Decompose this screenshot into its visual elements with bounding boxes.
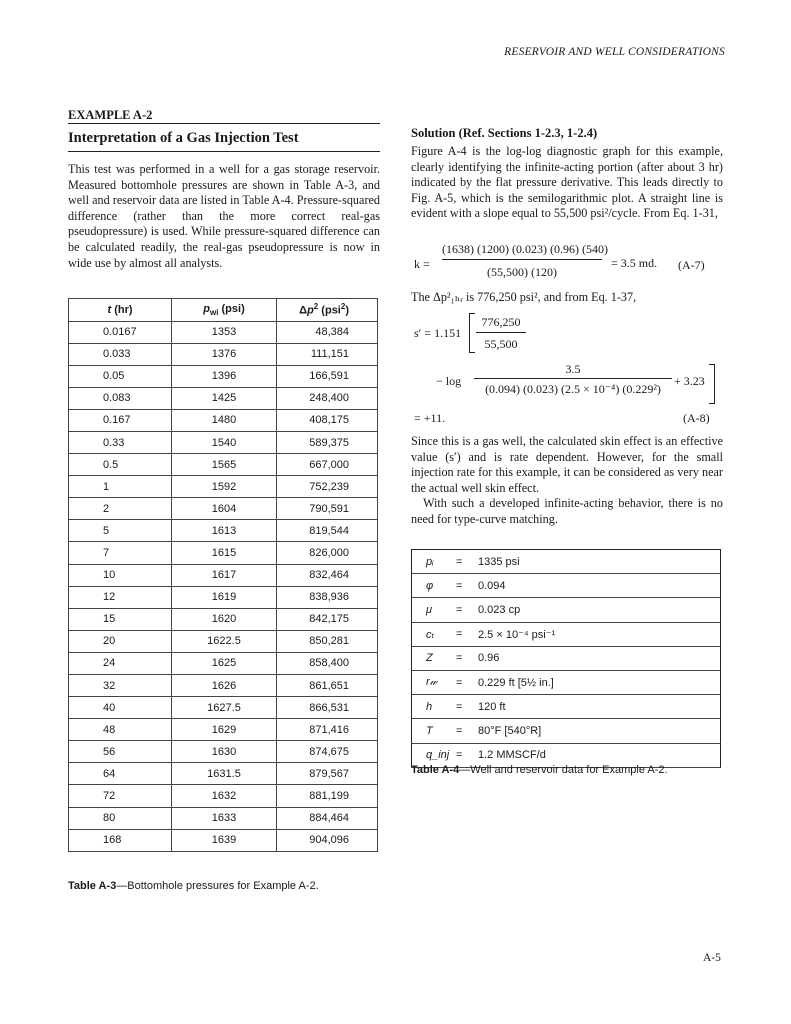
- table-a3-row: [69, 697, 378, 719]
- pressure-cell: 1425: [172, 387, 277, 409]
- time-cell: 7: [69, 542, 172, 564]
- pressure-cell: 1613: [172, 520, 277, 542]
- time-cell: 0.33: [69, 431, 172, 453]
- delta-p-squared-cell: 874,675: [277, 741, 378, 763]
- running-header: RESERVOIR AND WELL CONSIDERATIONS: [504, 46, 725, 58]
- delta-p-squared-cell: 832,464: [277, 564, 378, 586]
- table-a3-row: [69, 785, 378, 807]
- pressure-cell: 1622.5: [172, 630, 277, 652]
- example-label-rule: [68, 123, 380, 124]
- eq-a8-number: (A-8): [683, 411, 710, 425]
- parameter-value: 0.023 cp: [478, 598, 721, 622]
- pressure-cell: 1480: [172, 409, 277, 431]
- table-a4-row: [412, 574, 721, 598]
- parameter-value: 0.229 ft [5½ in.]: [478, 670, 721, 694]
- eq-a8-frac2-bar: [474, 378, 672, 379]
- pressure-cell: 1592: [172, 476, 277, 498]
- time-cell: 56: [69, 741, 172, 763]
- table-a3-row: [69, 365, 378, 387]
- eq-a8-result: = +11.: [414, 411, 446, 425]
- time-cell: 5: [69, 520, 172, 542]
- example-title: Interpretation of a Gas Injection Test: [68, 130, 299, 146]
- time-cell: 0.167: [69, 409, 172, 431]
- table-a3-row: [69, 719, 378, 741]
- table-a4-row: [412, 695, 721, 719]
- table-a3-row: [69, 564, 378, 586]
- pressure-cell: 1540: [172, 431, 277, 453]
- delta-p-squared-cell: 752,239: [277, 476, 378, 498]
- pressure-cell: 1632: [172, 785, 277, 807]
- pressure-cell: 1617: [172, 564, 277, 586]
- equals-sign: =: [456, 646, 478, 670]
- equals-sign: =: [456, 670, 478, 694]
- parameter-value: 120 ft: [478, 695, 721, 719]
- table-a4-row: [412, 598, 721, 622]
- delta-p-squared-cell: 248,400: [277, 387, 378, 409]
- parameter-symbol: φ: [412, 574, 457, 598]
- time-cell: 0.033: [69, 343, 172, 365]
- delta-p-squared-cell: 166,591: [277, 365, 378, 387]
- time-cell: 15: [69, 608, 172, 630]
- delta-p-squared-cell: 879,567: [277, 763, 378, 785]
- pressure-cell: 1619: [172, 586, 277, 608]
- solution-heading: Solution (Ref. Sections 1-2.3, 1-2.4): [411, 126, 598, 140]
- table-a3-row: [69, 763, 378, 785]
- parameter-symbol: h: [412, 695, 457, 719]
- time-cell: 24: [69, 652, 172, 674]
- header-delta-p-squared: $\Delta p^2$ (psi$^2$): [277, 299, 378, 322]
- type-curve-paragraph: With such a developed infinite-acting behavior, there is no need for type-curve matching.: [411, 496, 723, 526]
- example-title-rule: [68, 151, 380, 152]
- pressure-cell: 1630: [172, 741, 277, 763]
- pressure-cell: 1633: [172, 807, 277, 829]
- delta-p-squared-cell: 850,281: [277, 630, 378, 652]
- table-a4: [411, 549, 721, 768]
- table-a3-row: [69, 542, 378, 564]
- table-a3-caption-label: Table A-3: [68, 880, 117, 892]
- intro-paragraph: This test was performed in a well for a gas storage reservoir. Measured bottomhole pressures are shown in Table A-3, and well and reservoir data are listed in Table A-4. Pressure-squared difference (rather than the more correct real-gas pseudopressure) is used. While pressure-squared difference can be calculated readily, the real-gas pseudopressure is now in wide use by almost all analysts.: [68, 162, 380, 270]
- equals-sign: =: [456, 695, 478, 719]
- time-cell: 0.083: [69, 387, 172, 409]
- parameter-symbol: pᵢ: [412, 550, 457, 574]
- equals-sign: =: [456, 550, 478, 574]
- table-a3-row: [69, 431, 378, 453]
- delta-p-squared-cell: 826,000: [277, 542, 378, 564]
- parameter-symbol: cₜ: [412, 622, 457, 646]
- delta-p-squared-cell: 589,375: [277, 431, 378, 453]
- delta-p-squared-cell: 881,199: [277, 785, 378, 807]
- delta-p-squared-cell: 842,175: [277, 608, 378, 630]
- table-a4-row: [412, 719, 721, 743]
- table-a4-row: [412, 622, 721, 646]
- delta-p-line: The Δp²₁ₕᵣ is 776,250 psi², and from Eq. 1-37,: [411, 290, 637, 304]
- eq-a8-frac1-denominator: 55,500: [484, 337, 518, 351]
- eq-a7-result: = 3.5 md.: [611, 256, 658, 270]
- parameter-value: 0.094: [478, 574, 721, 598]
- page-number: A-5: [703, 952, 721, 964]
- table-a3-row: [69, 586, 378, 608]
- table-a3-row: [69, 652, 378, 674]
- delta-p-squared-cell: 838,936: [277, 586, 378, 608]
- table-a4-caption-label: Table A-4: [411, 764, 460, 776]
- equals-sign: =: [456, 574, 478, 598]
- parameter-symbol: Z: [412, 646, 457, 670]
- table-a3-row: [69, 387, 378, 409]
- pressure-cell: 1604: [172, 498, 277, 520]
- delta-p-squared-cell: 884,464: [277, 807, 378, 829]
- pressure-cell: 1625: [172, 652, 277, 674]
- parameter-value: 80°F [540°R]: [478, 719, 721, 743]
- time-cell: 168: [69, 829, 172, 851]
- skin-effect-paragraph: Since this is a gas well, the calculated skin effect is an effective value (s′) and is rate dependent. However, for the small injection rate for this example, it can be considered as very near the actual well skin effect.: [411, 434, 723, 495]
- eq-a8-plus-term: + 3.23: [674, 374, 705, 388]
- equals-sign: =: [456, 743, 478, 767]
- pressure-cell: 1629: [172, 719, 277, 741]
- delta-p-squared-cell: 790,591: [277, 498, 378, 520]
- table-a3-caption-text: —Bottomhole pressures for Example A-2.: [116, 880, 319, 892]
- time-cell: 48: [69, 719, 172, 741]
- table-a3-row: [69, 321, 378, 343]
- table-a4-row: [412, 550, 721, 574]
- equals-sign: =: [456, 622, 478, 646]
- eq-a8-right-bracket: [709, 364, 715, 404]
- table-a3-row: [69, 741, 378, 763]
- table-a3-row: [69, 498, 378, 520]
- eq-a8-frac1-numerator: 776,250: [481, 315, 521, 329]
- parameter-symbol: μ: [412, 598, 457, 622]
- table-a3-row: [69, 807, 378, 829]
- equals-sign: =: [456, 719, 478, 743]
- time-cell: 2: [69, 498, 172, 520]
- time-cell: 72: [69, 785, 172, 807]
- eq-a7-lhs: k =: [414, 257, 430, 271]
- table-a3-row: [69, 454, 378, 476]
- time-cell: 0.0167: [69, 321, 172, 343]
- delta-p-squared-cell: 871,416: [277, 719, 378, 741]
- delta-p-squared-cell: 861,651: [277, 675, 378, 697]
- table-a4-row: [412, 670, 721, 694]
- header-pressure: $p_{wi}$ (psi): [172, 299, 277, 322]
- parameter-value: 1.2 MMSCF/d: [478, 743, 721, 767]
- parameter-symbol: q_inj: [412, 743, 457, 767]
- delta-p-squared-cell: 904,096: [277, 829, 378, 851]
- time-cell: 80: [69, 807, 172, 829]
- eq-a7-denominator: (55,500) (120): [487, 265, 557, 279]
- eq-a7-number: (A-7): [678, 258, 705, 272]
- time-cell: 0.5: [69, 454, 172, 476]
- table-a3-row: [69, 630, 378, 652]
- delta-p-squared-cell: 111,151: [277, 343, 378, 365]
- solution-paragraph: Figure A-4 is the log-log diagnostic graph for this example, clearly identifying the infinite-acting portion (after about 3 hr) indicated by the flat pressure derivative. This leads directly to Fig. A-5, which is the semilogarithmic plot. A straight line is evident with a slope equal to 55,500 psi²/cycle. From Eq. 1-31,: [411, 144, 723, 221]
- delta-p-squared-cell: 858,400: [277, 652, 378, 674]
- delta-p-squared-cell: 408,175: [277, 409, 378, 431]
- eq-a8-lhs: s′ = 1.151: [414, 326, 462, 340]
- parameter-symbol: T: [412, 719, 457, 743]
- time-cell: 0.05: [69, 365, 172, 387]
- delta-p-squared-cell: 48,384: [277, 321, 378, 343]
- pressure-cell: 1620: [172, 608, 277, 630]
- table-a3-row: [69, 608, 378, 630]
- delta-p-squared-cell: 667,000: [277, 454, 378, 476]
- table-a4-caption: [411, 764, 668, 776]
- table-a3-caption: [68, 880, 319, 892]
- table-a3-header-row: [69, 299, 378, 322]
- pressure-cell: 1627.5: [172, 697, 277, 719]
- table-a4-row: [412, 646, 721, 670]
- time-cell: 12: [69, 586, 172, 608]
- parameter-value: 2.5 × 10⁻⁴ psi⁻¹: [478, 622, 721, 646]
- pressure-cell: 1631.5: [172, 763, 277, 785]
- delta-p-squared-cell: 819,544: [277, 520, 378, 542]
- eq-a8-frac2-denominator: (0.094) (0.023) (2.5 × 10⁻⁴) (0.229²): [485, 382, 661, 396]
- parameter-value: 0.96: [478, 646, 721, 670]
- parameter-value: 1335 psi: [478, 550, 721, 574]
- eq-a8-left-bracket: [469, 313, 475, 353]
- pressure-cell: 1626: [172, 675, 277, 697]
- table-a3-row: [69, 829, 378, 851]
- pressure-cell: 1353: [172, 321, 277, 343]
- example-label: EXAMPLE A-2: [68, 108, 153, 122]
- parameter-symbol: r𝓌: [412, 670, 457, 694]
- header-time: t (hr): [69, 299, 172, 322]
- eq-a8-frac1-bar: [476, 332, 526, 333]
- pressure-cell: 1376: [172, 343, 277, 365]
- time-cell: 40: [69, 697, 172, 719]
- pressure-cell: 1639: [172, 829, 277, 851]
- table-a3-row: [69, 520, 378, 542]
- time-cell: 20: [69, 630, 172, 652]
- time-cell: 64: [69, 763, 172, 785]
- table-a3: [68, 298, 378, 852]
- pressure-cell: 1615: [172, 542, 277, 564]
- table-a3-row: [69, 476, 378, 498]
- eq-a8-log: − log: [436, 374, 462, 388]
- delta-p-squared-cell: 866,531: [277, 697, 378, 719]
- pressure-cell: 1396: [172, 365, 277, 387]
- eq-a7-fraction-bar: [442, 259, 602, 260]
- pressure-cell: 1565: [172, 454, 277, 476]
- time-cell: 32: [69, 675, 172, 697]
- table-a3-row: [69, 409, 378, 431]
- time-cell: 10: [69, 564, 172, 586]
- eq-a7-numerator: (1638) (1200) (0.023) (0.96) (540): [442, 242, 608, 256]
- time-cell: 1: [69, 476, 172, 498]
- eq-a8-frac2-numerator: 3.5: [565, 362, 581, 376]
- equals-sign: =: [456, 598, 478, 622]
- table-a3-row: [69, 343, 378, 365]
- table-a4-caption-text: —Well and reservoir data for Example A-2.: [459, 764, 668, 776]
- table-a3-row: [69, 675, 378, 697]
